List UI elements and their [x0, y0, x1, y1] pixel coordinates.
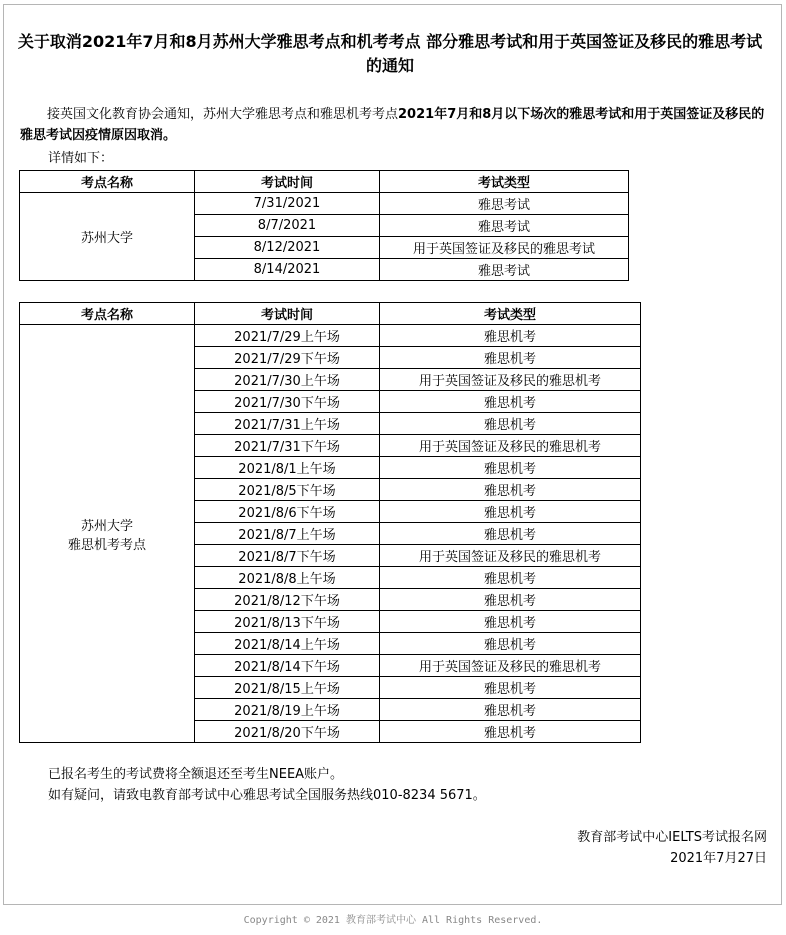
- exam-date-cell: 2021/7/29上午场: [195, 325, 380, 347]
- header-time: 考试时间: [195, 171, 380, 193]
- venue-name: 苏州大学: [80, 518, 133, 534]
- exam-type-cell: 雅思机考: [380, 347, 641, 369]
- exam-date-cell: 2021/7/29下午场: [195, 347, 380, 369]
- venue-cell: [20, 193, 195, 281]
- exam-date-cell: 2021/7/30下午场: [195, 391, 380, 413]
- header-venue: 考点名称: [20, 171, 195, 193]
- exam-type-cell: 雅思机考: [380, 721, 641, 743]
- signature-date: 2021年7月27日: [670, 851, 767, 866]
- exam-type-cell: 用于英国签证及移民的雅思机考: [380, 435, 641, 457]
- exam-type-cell: 雅思机考: [380, 611, 641, 633]
- venue-name: 苏州大学: [80, 231, 133, 246]
- table-row: [20, 193, 629, 215]
- exam-type-cell: 用于英国签证及移民的雅思机考: [380, 369, 641, 391]
- exam-type-cell: 雅思机考: [380, 479, 641, 501]
- header-type: 考试类型: [380, 171, 629, 193]
- exam-type-cell: 雅思机考: [380, 677, 641, 699]
- venue-name: 雅思机考考点: [67, 537, 146, 553]
- intro-bold: 2021年7月和8月以下场次的雅思考试和用于英国签证及移民的雅思考试因疫情原因取消。: [20, 107, 765, 143]
- copyright-footer: Copyright © 2021 教育部考试中心 All Rights Reserved.: [243, 915, 543, 926]
- exam-type-cell: 雅思考试: [380, 259, 629, 281]
- exam-date-cell: 2021/8/20下午场: [195, 721, 380, 743]
- table-row: [20, 325, 641, 347]
- exam-date-cell: 8/7/2021: [195, 215, 380, 237]
- venue-cell: [20, 325, 195, 743]
- exam-date-cell: 8/12/2021: [195, 237, 380, 259]
- paper-test-table: [19, 170, 629, 281]
- exam-type-cell: 雅思机考: [380, 589, 641, 611]
- exam-type-cell: 雅思考试: [380, 215, 629, 237]
- signature: [577, 827, 767, 869]
- exam-date-cell: 7/31/2021: [195, 193, 380, 215]
- header-time: 考试时间: [195, 303, 380, 325]
- intro-paragraph: [20, 104, 770, 146]
- intro-plain: 接英国文化教育协会通知，苏州大学雅思考点和雅思机考考点: [47, 107, 399, 122]
- notice-title: 关于取消2021年7月和8月苏州大学雅思考点和机考考点 部分雅思考试和用于英国签证及移民的雅思考试的通知: [17, 32, 763, 75]
- signature-org: 教育部考试中心IELTS考试报名网: [577, 830, 767, 845]
- exam-type-cell: 用于英国签证及移民的雅思考试: [380, 237, 629, 259]
- header-venue: 考点名称: [20, 303, 195, 325]
- exam-date-cell: 2021/8/12下午场: [195, 589, 380, 611]
- exam-type-cell: 雅思考试: [380, 193, 629, 215]
- exam-date-cell: 2021/8/19上午场: [195, 699, 380, 721]
- exam-type-cell: 雅思机考: [380, 457, 641, 479]
- exam-date-cell: 2021/8/5下午场: [195, 479, 380, 501]
- exam-date-cell: 2021/8/14上午场: [195, 633, 380, 655]
- table-header-row: [20, 303, 641, 325]
- exam-type-cell: 用于英国签证及移民的雅思机考: [380, 545, 641, 567]
- exam-date-cell: 8/14/2021: [195, 259, 380, 281]
- exam-date-cell: 2021/8/6下午场: [195, 501, 380, 523]
- exam-type-cell: 雅思机考: [380, 325, 641, 347]
- exam-date-cell: 2021/7/31上午场: [195, 413, 380, 435]
- exam-type-cell: 雅思机考: [380, 699, 641, 721]
- exam-date-cell: 2021/8/1上午场: [195, 457, 380, 479]
- exam-type-cell: 用于英国签证及移民的雅思机考: [380, 655, 641, 677]
- contact-note: 如有疑问，请致电教育部考试中心雅思考试全国服务热线010-8234 5671。: [48, 788, 486, 803]
- exam-type-cell: 雅思机考: [380, 523, 641, 545]
- exam-type-cell: 雅思机考: [380, 501, 641, 523]
- exam-date-cell: 2021/7/31下午场: [195, 435, 380, 457]
- exam-date-cell: 2021/7/30上午场: [195, 369, 380, 391]
- exam-date-cell: 2021/8/13下午场: [195, 611, 380, 633]
- exam-type-cell: 雅思机考: [380, 633, 641, 655]
- header-type: 考试类型: [380, 303, 641, 325]
- refund-note: 已报名考生的考试费将全额退还至考生NEEA账户。: [48, 767, 344, 782]
- exam-type-cell: 雅思机考: [380, 567, 641, 589]
- computer-test-table: [19, 302, 641, 743]
- exam-date-cell: 2021/8/14下午场: [195, 655, 380, 677]
- exam-type-cell: 雅思机考: [380, 413, 641, 435]
- table-header-row: [20, 171, 629, 193]
- exam-date-cell: 2021/8/15上午场: [195, 677, 380, 699]
- notes: [48, 764, 486, 806]
- exam-date-cell: 2021/8/7上午场: [195, 523, 380, 545]
- exam-type-cell: 雅思机考: [380, 391, 641, 413]
- exam-date-cell: 2021/8/7下午场: [195, 545, 380, 567]
- details-label: 详情如下：: [48, 151, 114, 166]
- exam-date-cell: 2021/8/8上午场: [195, 567, 380, 589]
